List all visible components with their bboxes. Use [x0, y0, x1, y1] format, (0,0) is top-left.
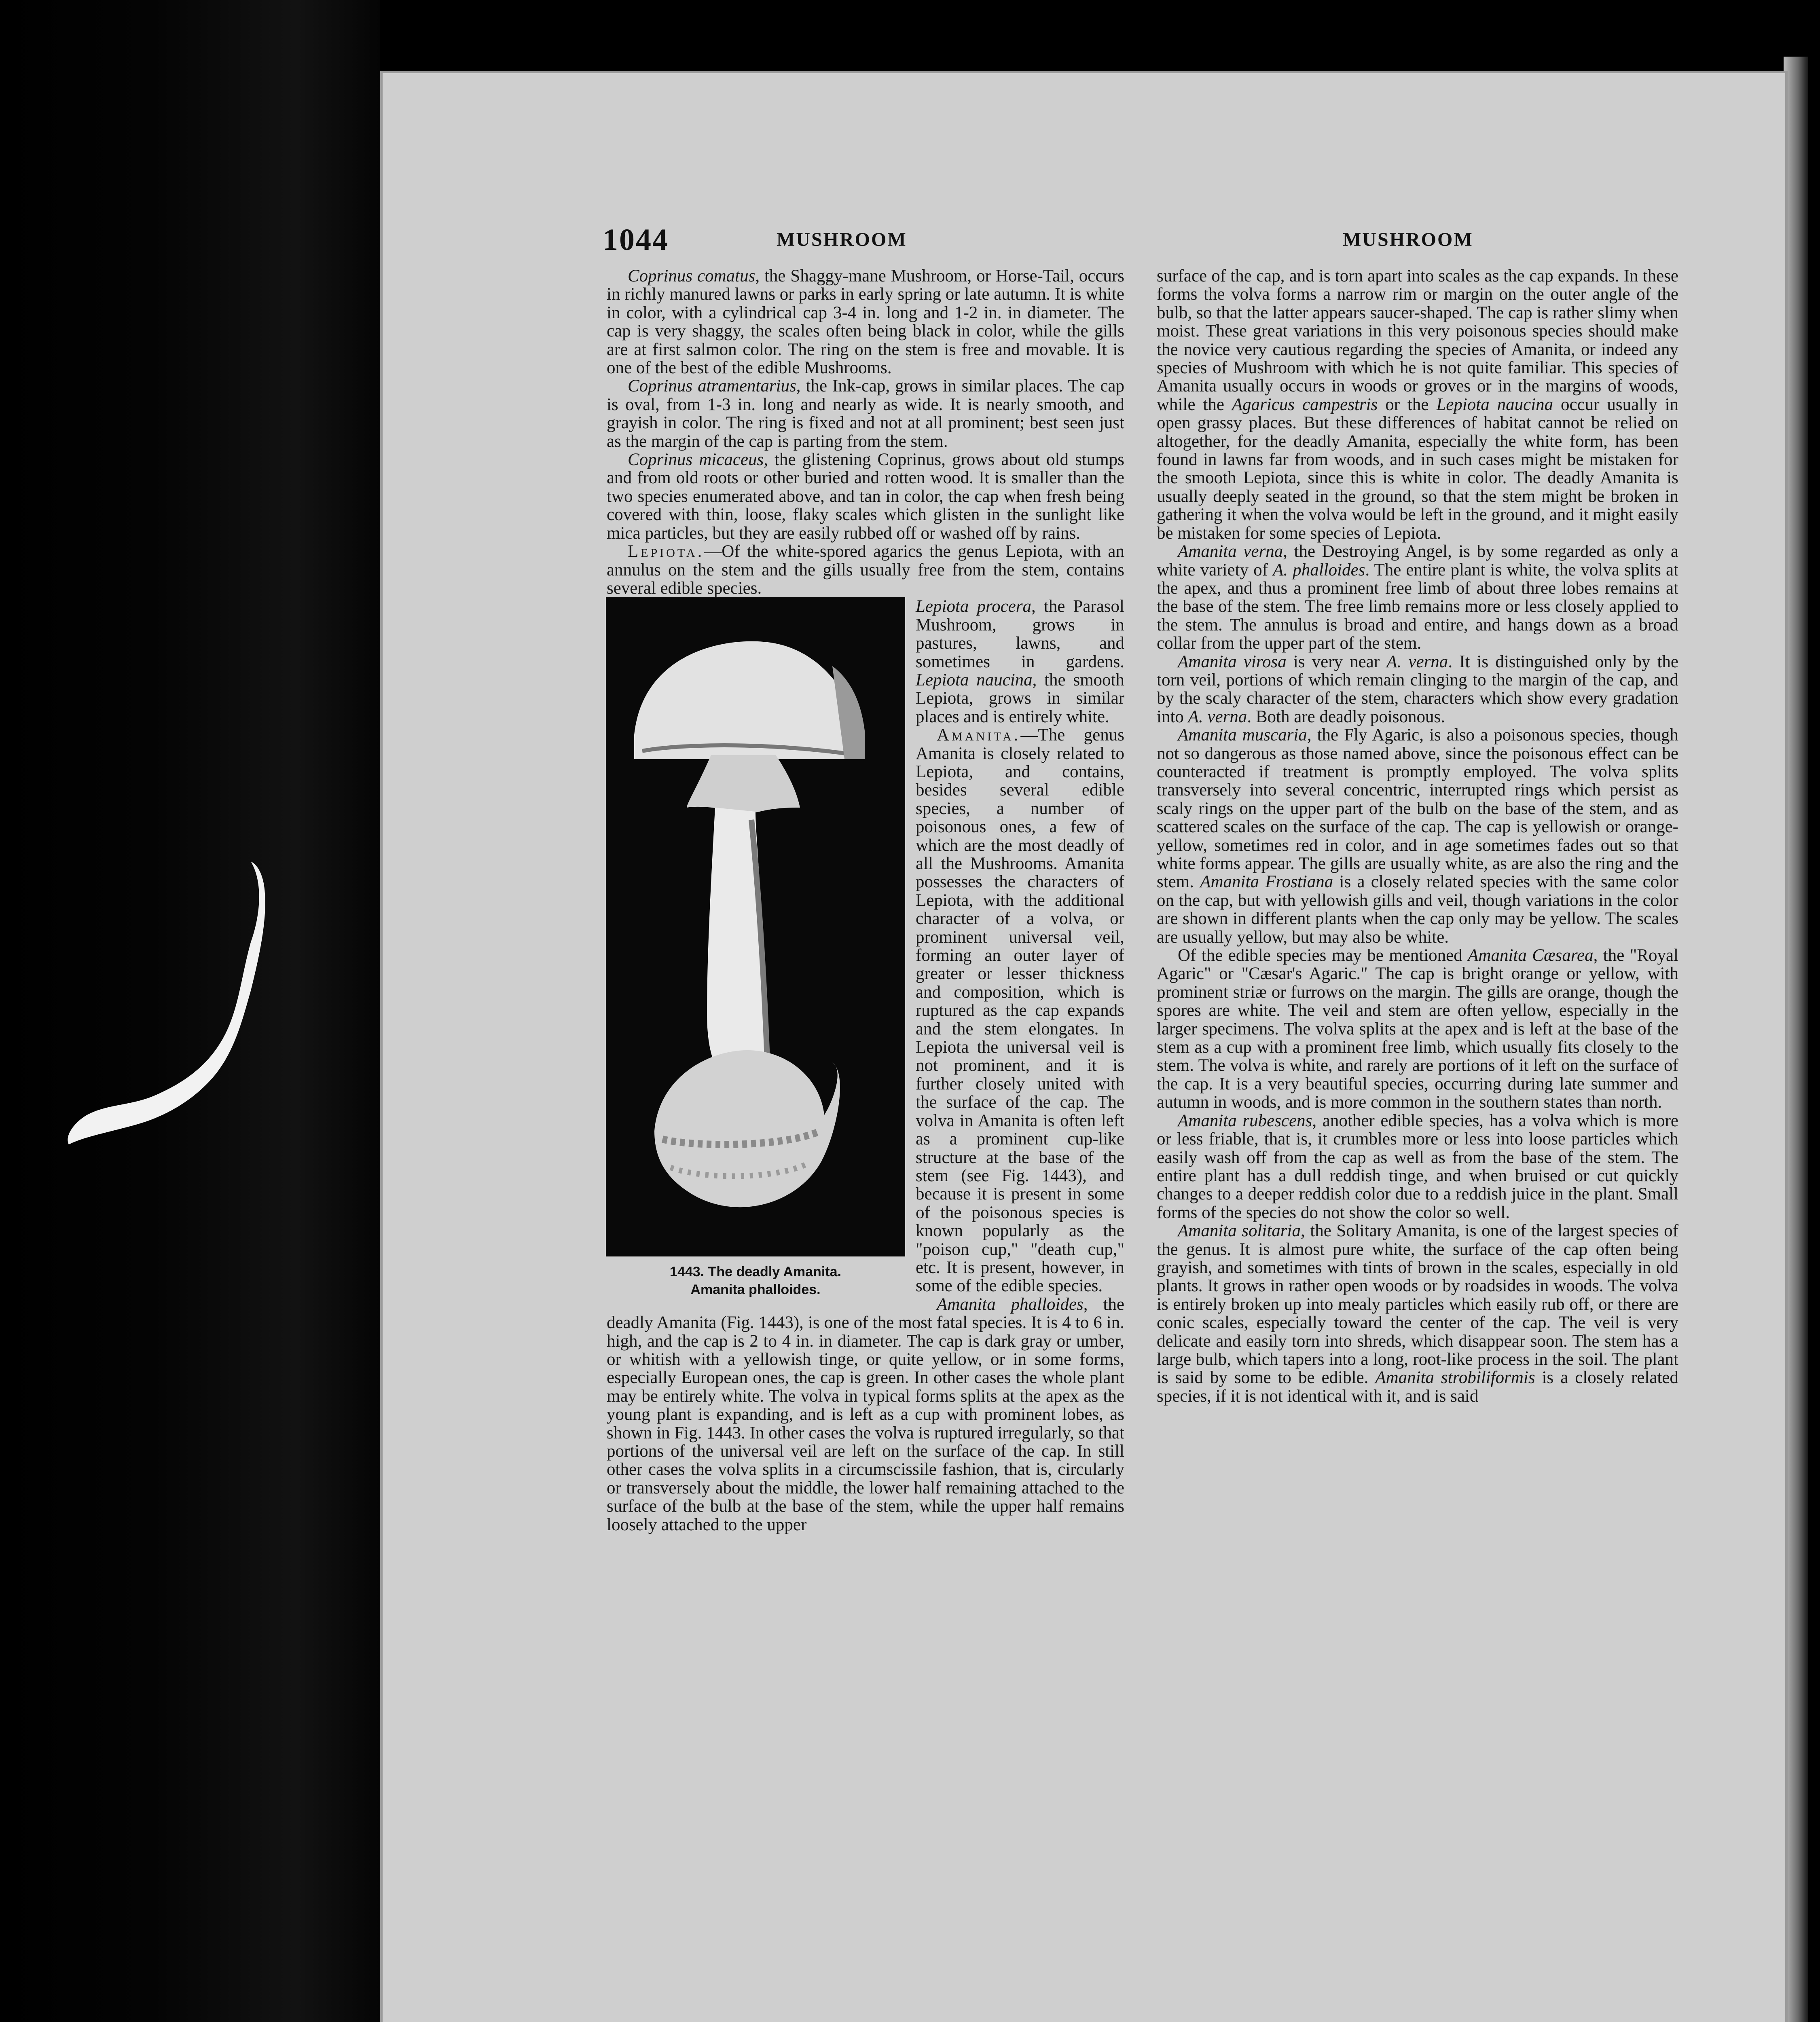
caption-line-2: Amanita phalloides.: [690, 1282, 821, 1298]
paragraph-amanita-phalloides: Amanita phalloides, the deadly Amanita (Fig. 1443), is one of the most fatal species. It is 4 to 6 in. high, and the cap is 2 to 4 in. in diameter. The cap is dark gray or umber, or whitish with a yellowish tinge, or quite yellow, or in some forms, especially European ones, the cap is green. In other cases the whole plant may be entirely white. The volva in typical forms splits at the apex as the young plant is expanding, and is left as a cup with prominent lobes, as shown in Fig. 1443. In other cases the volva is ruptured irregularly, so that portions of the universal veil are left on the surface of the cap. In still other cases the volva splits in a circumscissile fashion, that is, circularly or transversely about the middle, the lower half remaining attached to the surface of the bulb at the base of the stem, while the upper half remains loosely attached to the upper: [607, 1294, 1124, 1534]
figure-caption: [606, 1263, 905, 1299]
left-column: [607, 267, 1124, 1844]
right-column: [1157, 267, 1678, 1844]
paragraph-amanita-caesarea: Of the edible species may be mentioned Amanita Cæsarea, the "Royal Agaric" or "Cæsar's Agaric." The cap is bright orange or yellow, with prominent striæ or furrows on the margin. The gills are orange, though the spores are white. The veil and stem are often yellow, especially in the larger specimens. The volva splits at the apex and is left at the base of the stem as a cup with a prominent free limb, which usually fits closely to the stem. The volva is white, and rarely are portions of it left on the surface of the cap. It is a very beautiful species, occurring during late summer and autumn in woods, and is more common in the southern states than north.: [1157, 946, 1678, 1112]
paragraph-amanita-virosa: Amanita virosa is very near A. verna. It is distinguished only by the torn veil, portions of which remain clinging to the margin of the cap, and by the scaly character of the stem, characters which show every gradation into A. verna. Both are deadly poisonous.: [1157, 652, 1679, 726]
paragraph-amanita-rubescens: Amanita rubescens, another edible species, has a volva which is more or less friable, that is, it crumbles more or less into loose particles which easily wash off from the cap as well as from the base of the stem. The entire plant has a dull reddish tinge, and when bruised or cut quickly changes to a deeper reddish color due to a reddish juice in the plant. Small forms of the species do not show the color so well.: [1157, 1111, 1679, 1222]
paragraph-amanita: Amanita.—The genus Amanita is closely related to Lepiota, and contains, besides several edible species, a number of poisonous ones, a few of which are the most deadly of all the Mushrooms. Amanita possesses the characters of Lepiota, with the additional character of a volva, or prominent universal veil, forming an outer layer of greater or lesser thickness and composition, which is ruptured as the cap expands and the stem elongates. In Lepiota the universal veil is not prominent, and it is further closely united with the surface of the cap. The volva in Amanita is often left as a prominent cup-like structure at the base of the stem (see Fig. 1443), and because it is present in some of the poisonous species is known popularly as the "poison cup," "death cup," etc. It is present, however, in some of the edible species.: [916, 725, 1124, 1296]
running-head-right: MUSHROOM: [1343, 229, 1473, 250]
page-number: 1044: [603, 223, 669, 257]
paragraph-phalloides-continued: surface of the cap, and is torn apart into scales as the cap expands. In these forms the volva forms a narrow rim or margin on the outer angle of the bulb, so that the latter appears saucer-shaped. The cap is rather slimy when moist. These great variations in this very poisonous species should make the novice very cautious regarding the species of Amanita, or indeed any species of Mushroom with which he is not quite familiar. This species of Amanita usually occurs in woods or groves or in the margins of woods, while the Agaricus campestris or the Lepiota naucina occur usually in open grassy places. But these differences of habitat cannot be relied on altogether, for the deadly Amanita, especially the white form, has been found in lawns far from woods, and in such cases might be mistaken for the smooth Lepiota, since this is white in color. The deadly Amanita is usually deeply seated in the ground, so that the stem might be broken in gathering it when the volva would be left in the ground, and it might easily be mistaken for some species of Lepiota.: [1157, 266, 1678, 543]
paragraph-coprinus-comatus: Coprinus comatus, the Shaggy-mane Mushroom, or Horse-Tail, occurs in richly manured lawns or parks in early spring or late autumn. It is white in color, with a cylindrical cap 3-4 in. long and 1-2 in. in diameter. The cap is very shaggy, the scales often being black in color, while the gills are at first salmon color. The ring on the stem is free and movable. It is one of the best of the edible Mushrooms.: [607, 266, 1124, 378]
paragraph-lepiota: Lepiota.—Of the white-spored agarics the genus Lepiota, with an annulus on the stem and the gills usually free from the stem, contains several edible species.: [607, 542, 1124, 598]
torn-paper-fragment: [61, 857, 271, 1148]
paragraph-coprinus-micaceus: Coprinus micaceus, the glistening Coprinus, grows about old stumps and from old roots or other buried and rotten wood. It is smaller than the two species enumerated above, and tan in color, the cap when fresh being covered with thin, loose, flaky scales which glisten in the sunlight like mica particles, but they are easily rubbed off or washed off by rains.: [607, 450, 1124, 543]
section-heading-amanita: Amanita.: [937, 725, 1021, 745]
caption-line-1: 1443. The deadly Amanita.: [670, 1264, 841, 1280]
section-heading-lepiota: Lepiota.: [628, 542, 705, 561]
mushroom-illustration: [606, 597, 905, 1256]
figure-1443: [606, 597, 905, 1299]
paragraph-coprinus-atramentarius: Coprinus atramentarius, the Ink-cap, grows in similar places. The cap is oval, from 1-3 in. long and nearly as wide. It is nearly smooth, and grayish in color. The ring is fixed and not at all prominent; best seen just as the margin of the cap is parting from the stem.: [607, 376, 1124, 451]
paragraph-amanita-verna: Amanita verna, the Destroying Angel, is by some regarded as only a white variety of A. phalloides. The entire plant is white, the volva splits at the apex, and thus a prominent free limb of about three lobes remains at the base of the stem. The free limb remains more or less closely applied to the stem. The annulus is broad and entire, and hangs down as a broad collar from the upper part of the stem.: [1157, 542, 1678, 653]
paragraph-lepiota-continued: Lepiota procera, the Parasol Mushroom, grows in pastures, lawns, and sometimes in gardens. Lepiota naucina, the smooth Lepiota, grows in similar places and is entirely white.: [916, 597, 1124, 726]
paragraph-amanita-muscaria: Amanita muscaria, the Fly Agaric, is also a poisonous species, though not so dangerous as those named above, since the poisonous effect can be counteracted if treatment is promptly employed. The volva splits transversely into several concentric, interrupted rings which persist as scaly rings on the upper part of the bulb on the base of the stem, and as scattered scales on the surface of the cap. The cap is yellowish or orange-yellow, sometimes red in color, and in age sometimes fades out so that white forms appear. The gills are usually white, as are also the ring and the stem. Amanita Frostiana is a closely related species with the same color on the cap, but with yellowish gills and veil, though variations in the color are shown in different plants when the cap only may be yellow. The scales are usually yellow, but may also be white.: [1157, 725, 1679, 947]
running-head-left: MUSHROOM: [777, 229, 907, 250]
paragraph-amanita-solitaria: Amanita solitaria, the Solitary Amanita, is one of the largest species of the genus. It is almost pure white, the surface of the cap often being grayish, and sometimes with tints of brown in the scales, especially in old plants. It grows in rather open woods or by roadsides in woods. The volva is entirely broken up into mealy particles which easily rub off, or there are conic scales, especially toward the center of the cap. The veil is very delicate and easily torn into shreds, which disappear soon. The stem has a large bulb, which tapers into a long, root-like process in the soil. The plant is said by some to be edible. Amanita strobiliformis is a closely related species, if it is not identical with it, and is said: [1157, 1221, 1679, 1406]
